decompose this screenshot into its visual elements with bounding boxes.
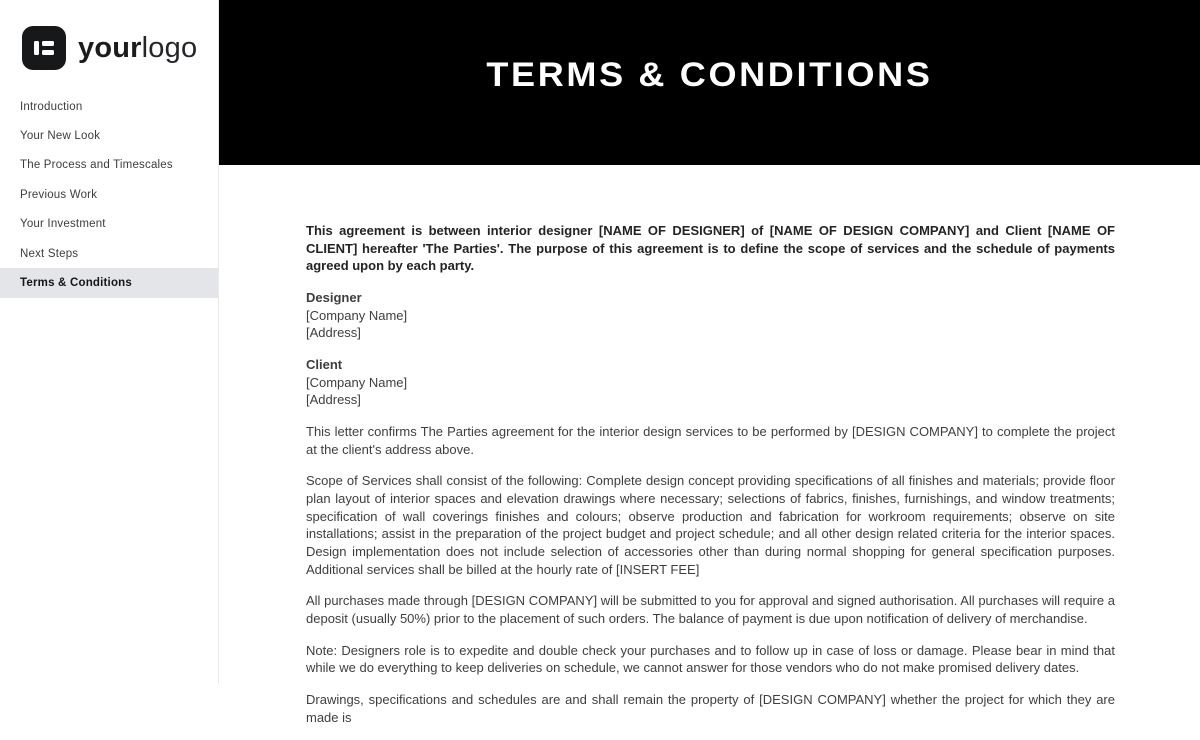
sidebar-item-your-investment[interactable]: Your Investment bbox=[20, 218, 106, 231]
client-address: [Address] bbox=[306, 392, 361, 408]
designer-address: [Address] bbox=[306, 325, 361, 341]
sidebar-item-previous-work[interactable]: Previous Work bbox=[20, 188, 98, 201]
sidebar-item-process-and-timescales[interactable]: The Process and Timescales bbox=[20, 159, 173, 172]
logo bbox=[0, 26, 218, 70]
scope-of-services-paragraph: Scope of Services shall consist of the following: Complete design concept providing specifications of all finishes and materials; provide floor plan layout of interior spaces and elevation drawings where necessary; selections of fabrics, finishes, furnishings, and window treatments; specification of wall coverings finishes and colours; observe production and fabrication for workroom requirements; observe on site installations; assist in the preparation of the project budget and project schedule; and all other design related criteria for the interior spaces. Design implementation does not include selection of accessories other than during normal shopping for general specification purposes. Additional services shall be billed at the hourly rate of [INSERT FEE] bbox=[306, 473, 1115, 577]
agreement-intro-paragraph: This agreement is between interior designer [NAME OF DESIGNER] of [NAME OF DESIGN COMPANY] and Client [NAME OF CLIENT] hereafter 'The Parties'. The purpose of this agreement is to define the scope of services and the schedule of payments agreed upon by each party. bbox=[306, 223, 1115, 274]
sidebar bbox=[0, 0, 219, 684]
purchases-paragraph: All purchases made through [DESIGN COMPANY] will be submitted to you for approval and signed authorisation. All purchases will require a deposit (usually 50%) prior to the placement of such orders. The balance of payment is due upon notification of delivery of merchandise. bbox=[306, 593, 1115, 627]
client-heading: Client bbox=[306, 357, 343, 373]
letter-confirmation-paragraph: This letter confirms The Parties agreement for the interior design services to be performed by [DESIGN COMPANY] to complete the project at the client's address above. bbox=[306, 424, 1115, 457]
sidebar-item-your-new-look[interactable]: Your New Look bbox=[20, 130, 101, 143]
sidebar-item-next-steps[interactable]: Next Steps bbox=[20, 247, 79, 260]
client-company: [Company Name] bbox=[306, 374, 408, 390]
designer-heading: Designer bbox=[306, 290, 362, 306]
sidebar-item-terms-and-conditions[interactable]: Terms & Conditions bbox=[0, 268, 218, 297]
logo-wordmark bbox=[78, 31, 198, 64]
sidebar-item-introduction[interactable]: Introduction bbox=[20, 100, 83, 113]
logo-wordmark-light: logo bbox=[141, 31, 198, 64]
page-header bbox=[219, 0, 1200, 165]
drawings-paragraph: Drawings, specifications and schedules are and shall remain the property of [DESIGN COMPANY] whether the project for which they are made is bbox=[306, 692, 1115, 725]
designer-company: [Company Name] bbox=[306, 307, 408, 323]
layout-list-icon bbox=[22, 26, 66, 70]
logo-wordmark-bold: your bbox=[78, 31, 142, 64]
designer-block bbox=[306, 289, 1115, 342]
note-paragraph: Note: Designers role is to expedite and double check your purchases and to follow up in case of loss or damage. Please bear in mind that while we do everything to keep deliveries on schedule, we cannot answer for those vendors who do not make promised delivery dates. bbox=[306, 642, 1115, 676]
document-content bbox=[219, 165, 1200, 740]
page-title: TERMS & CONDITIONS bbox=[486, 56, 933, 94]
sidebar-nav bbox=[0, 92, 218, 298]
main-area bbox=[219, 0, 1200, 725]
client-block bbox=[306, 356, 1115, 409]
